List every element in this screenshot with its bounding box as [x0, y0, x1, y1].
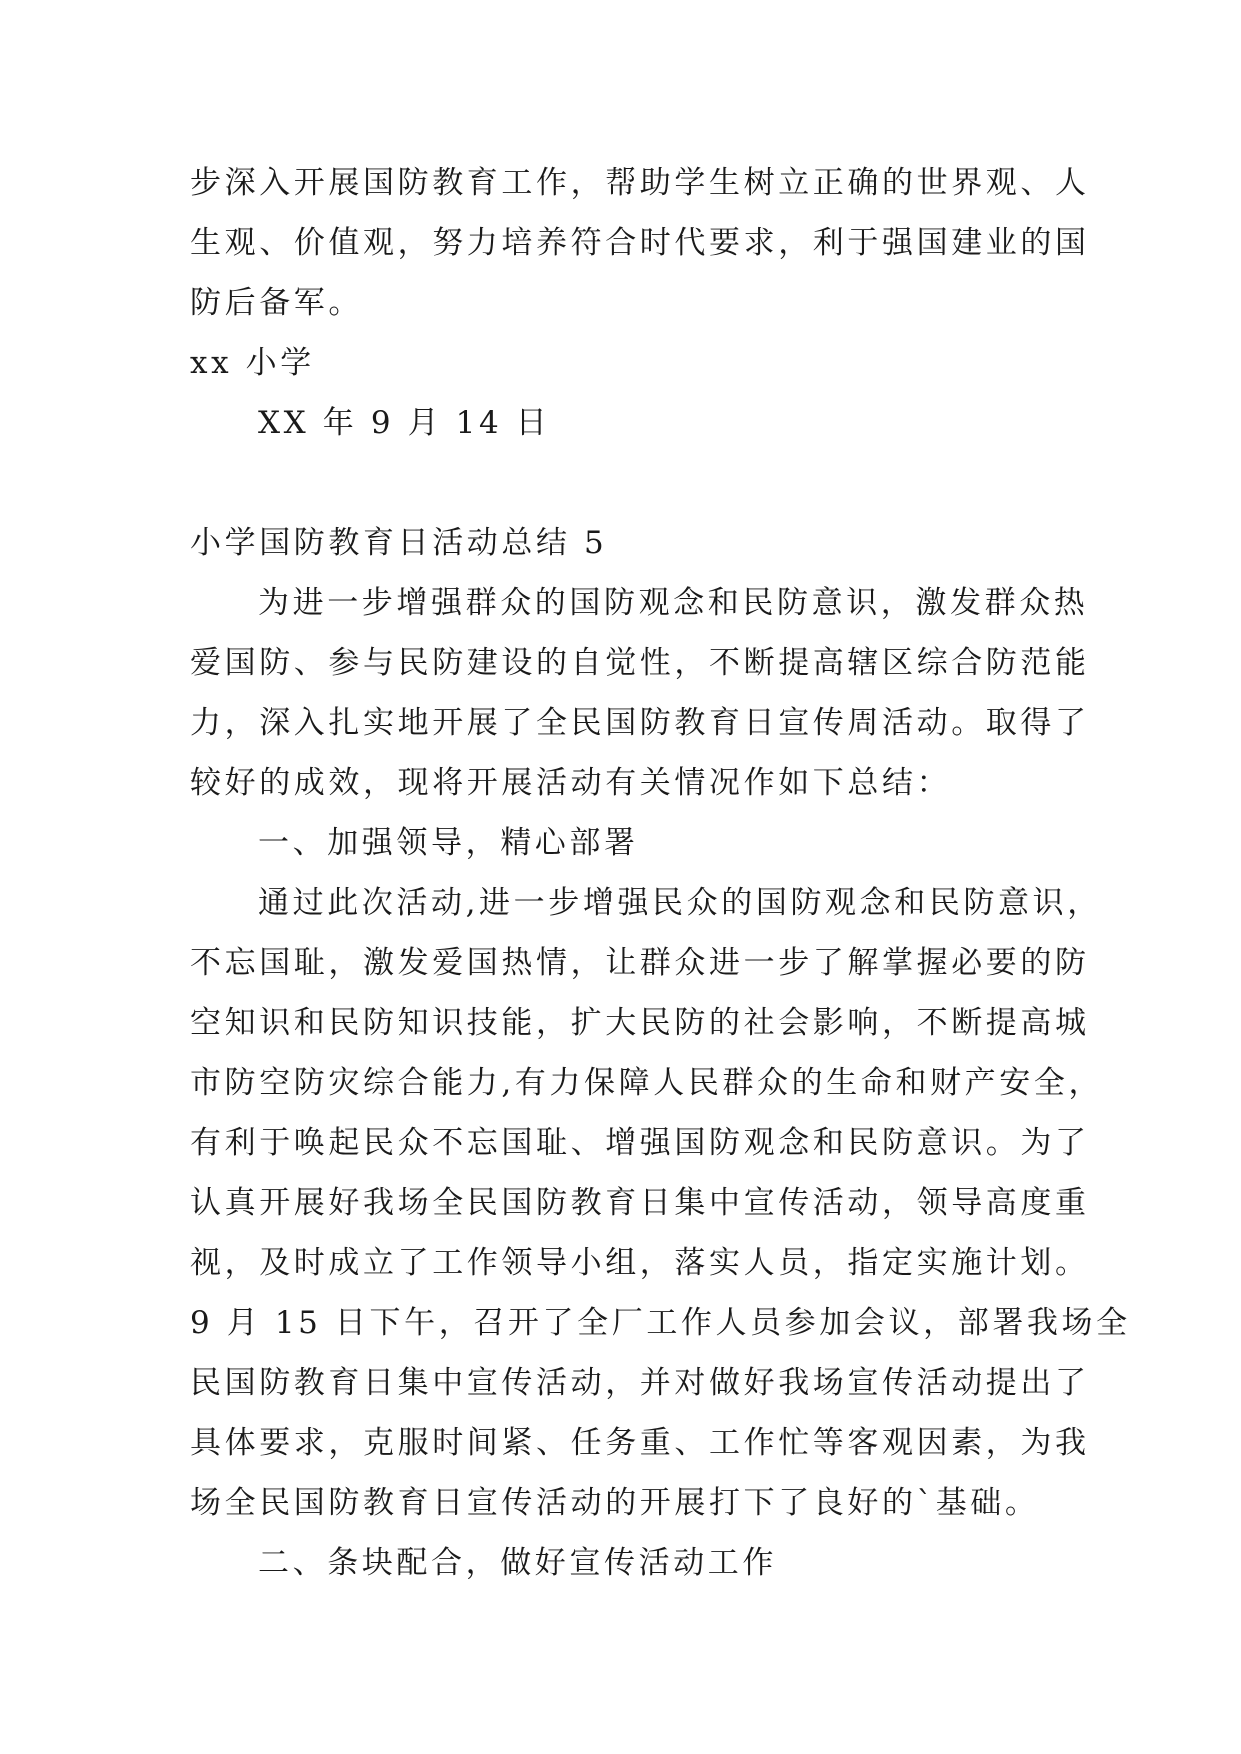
intro-line: 较好的成效，现将开展活动有关情况作如下总结：	[190, 765, 952, 801]
intro-line: 爱国防、参与民防建设的自觉性，不断提高辖区综合防范能	[190, 645, 1090, 681]
paragraph-line: 9 月 15 日下午，召开了全厂工作人员参加会议，部署我场全	[190, 1305, 1131, 1341]
signature: xx 小学	[190, 345, 315, 381]
heading-2: 二、条块配合，做好宣传活动工作	[258, 1545, 777, 1581]
text-line: 生观、价值观，努力培养符合时代要求，利于强国建业的国	[190, 225, 1090, 261]
paragraph-line: 认真开展好我场全民国防教育日集中宣传活动，领导高度重	[190, 1185, 1090, 1221]
paragraph-line: 市防空防灾综合能力,有力保障人民群众的生命和财产安全，	[190, 1065, 1104, 1101]
text-line: 步深入开展国防教育工作，帮助学生树立正确的世界观、人	[190, 165, 1090, 201]
heading-1: 一、加强领导，精心部署	[258, 825, 639, 861]
paragraph-line: 不忘国耻，激发爱国热情，让群众进一步了解掌握必要的防	[190, 945, 1090, 981]
paragraph-line: 具体要求，克服时间紧、任务重、工作忙等客观因素，为我	[190, 1425, 1090, 1461]
paragraph-line: 视，及时成立了工作领导小组，落实人员，指定实施计划。	[190, 1245, 1090, 1281]
paragraph-line: 空知识和民防知识技能，扩大民防的社会影响，不断提高城	[190, 1005, 1090, 1041]
intro-line: 力，深入扎实地开展了全民国防教育日宣传周活动。取得了	[190, 705, 1090, 741]
text-line: 防后备军。	[190, 285, 363, 321]
date: XX 年 9 月 14 日	[258, 405, 551, 441]
paragraph-line: 场全民国防教育日宣传活动的开展打下了良好的`基础。	[190, 1485, 1040, 1521]
section-title: 小学国防教育日活动总结 5	[190, 525, 608, 561]
paragraph-line: 民国防教育日集中宣传活动，并对做好我场宣传活动提出了	[190, 1365, 1090, 1401]
paragraph-line: 通过此次活动,进一步增强民众的国防观念和民防意识，	[258, 885, 1102, 921]
intro-line: 为进一步增强群众的国防观念和民防意识，激发群众热	[258, 585, 1089, 621]
paragraph-line: 有利于唤起民众不忘国耻、增强国防观念和民防意识。为了	[190, 1125, 1090, 1161]
